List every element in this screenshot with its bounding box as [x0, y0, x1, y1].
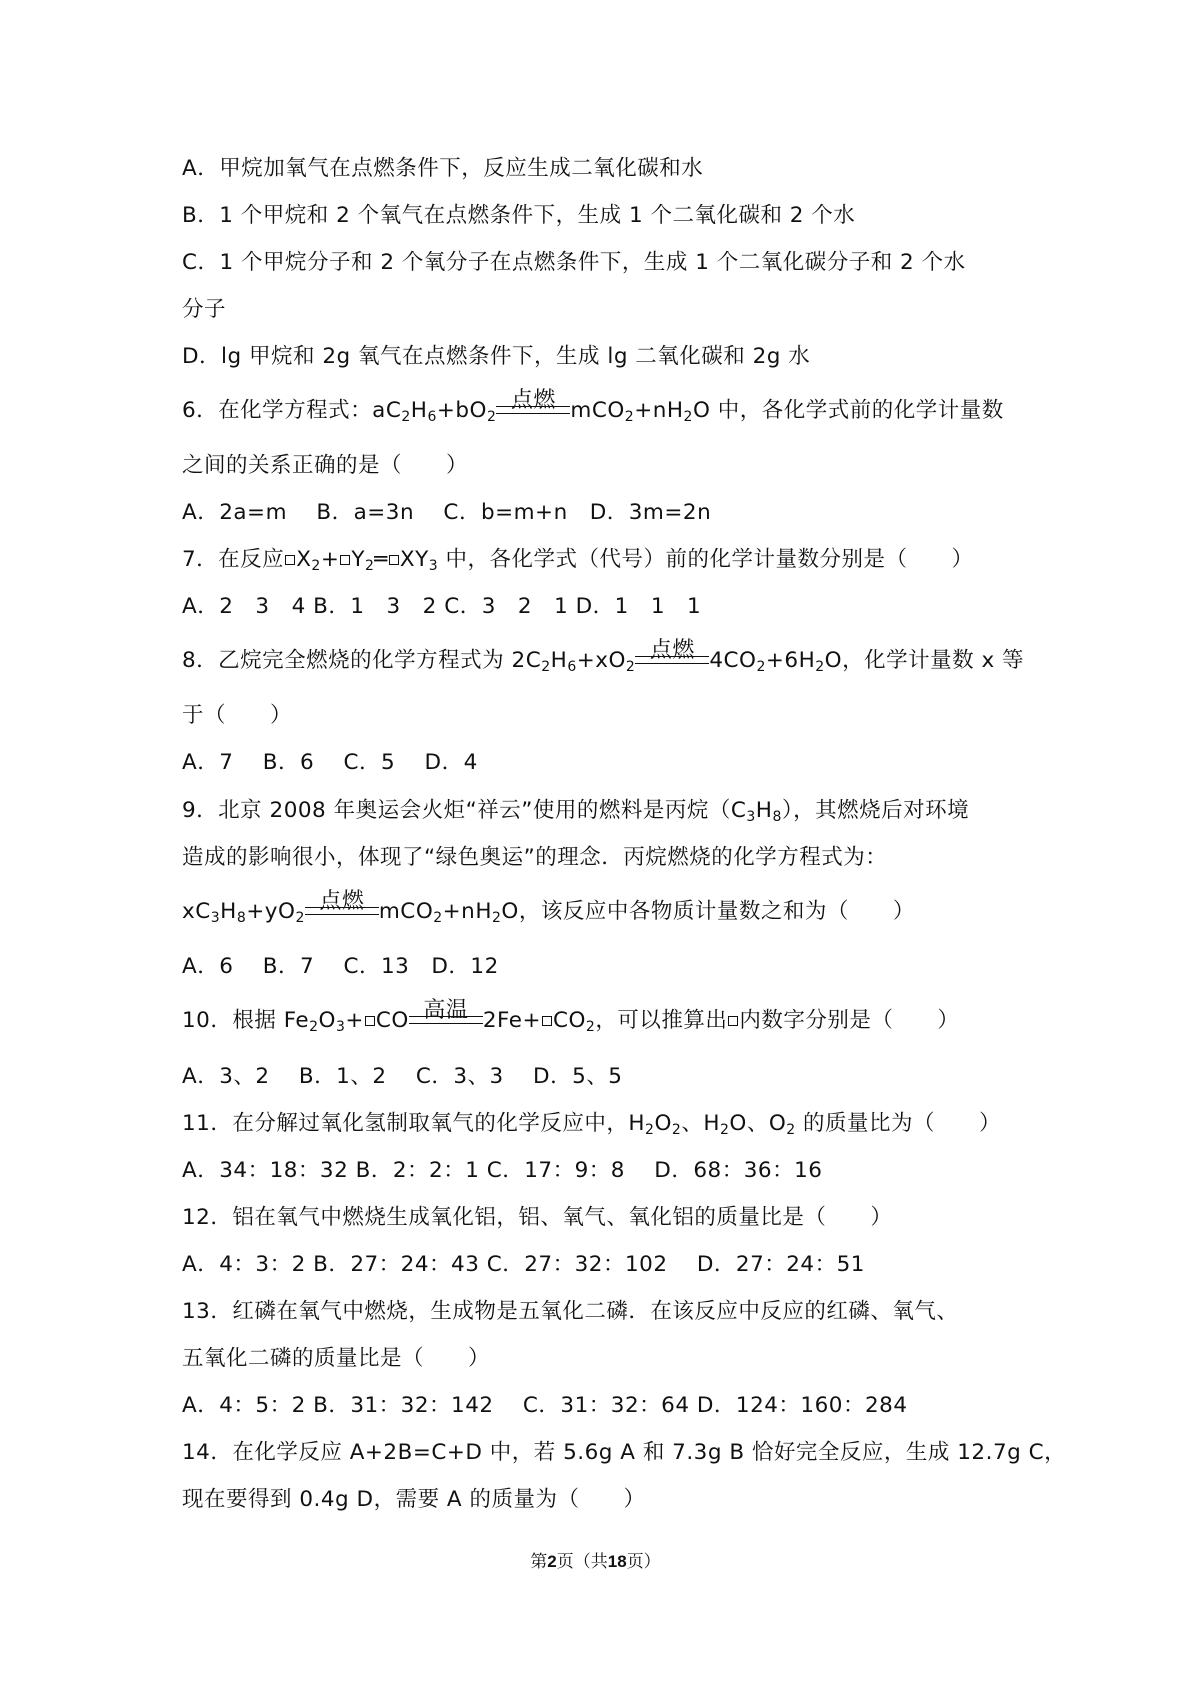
q6-text-start: 6．在化学方程式：aC	[182, 398, 402, 423]
options-12: A．4：3：2 B．27：24：43 C．27：32：102 D．27：24：51	[182, 1252, 865, 1277]
q9-equation-text: ，该反应中各物质计量数之和为（ ）	[518, 899, 915, 924]
option-5a: A．甲烷加氧气在点燃条件下，反应生成二氧化碳和水	[182, 156, 704, 181]
options-6: A．2a=m B．a=3n C．b=m+n D．3m=2n	[182, 500, 712, 525]
reaction-arrow	[305, 889, 379, 927]
question-11: 11．在分解过氧化氢制取氧气的化学反应中，$H_2O_2$、$H_2O$、$O_2$ 的质量比为（ ）	[182, 1111, 1002, 1138]
reaction-condition: 点燃	[510, 388, 556, 413]
options-13: A．4：5：2 B．31：32：142 C．31：32：64 D．124：160：284	[182, 1393, 908, 1418]
q8-text-start: 8．乙烷完全燃烧的化学方程式为 2C	[182, 648, 542, 673]
question-9: 9．北京 2008 年奥运会火炬“祥云”使用的燃料是丙烷$(C_3H_8)$，其燃烧后对环境	[182, 798, 970, 825]
q9-text-end: ），其燃烧后对环境	[781, 798, 970, 823]
q11-text-start: 11．在分解过氧化氢制取氧气的化学反应中，H	[182, 1111, 646, 1136]
options-11: A．34：18：32 B．2：2：1 C．17：9：8 D．68：36：16	[182, 1158, 823, 1183]
page-number: 2	[547, 1552, 557, 1571]
q7-text-start: 7．在反应	[182, 547, 285, 572]
page-footer	[0, 1547, 1191, 1572]
q10-text-start: 10．根据 Fe	[182, 1008, 310, 1033]
question-13: 13．红磷在氧气中燃烧，生成物是五氧化二磷．在该反应中反应的红磷、氧气、	[182, 1299, 959, 1324]
option-5b: B．1 个甲烷和 2 个氧气在点燃条件下，生成 1 个二氧化碳和 2 个水	[182, 203, 856, 228]
question-14: 14．在化学反应 A+2B=C+D 中，若 5.6g A 和 7.3g B 恰好完全反应，生成 12.7g C，	[182, 1440, 1067, 1465]
option-5c-cont: 分子	[182, 297, 227, 322]
q10-text-mid: ，可以推算出	[595, 1008, 728, 1033]
options-9: A．6 B．7 C．13 D．12	[182, 954, 499, 979]
q7-text-end: 中，各化学式（代号）前的化学计量数分别是（ ）	[445, 547, 974, 572]
question-6: 6．在化学方程式：$aC_2H_6+bO_2$ 点燃 $mCO_2+nH_2O$ 中，各化学式前的化学计量数	[182, 388, 1004, 425]
options-8: A．7 B．6 C．5 D．4	[182, 750, 478, 775]
total-pages: 18	[607, 1552, 627, 1571]
options-10: A．3、2 B．1、2 C．3、3 D．5、5	[182, 1064, 623, 1089]
footer-suffix: 页）	[626, 1552, 661, 1572]
q6-text-end: 中，各化学式前的化学计量数	[717, 398, 1004, 423]
reaction-arrow	[409, 998, 483, 1036]
question-8-cont: 于（ ）	[182, 703, 293, 728]
question-6-cont: 之间的关系正确的是（ ）	[182, 453, 469, 478]
question-9-cont: 造成的影响很小，体现了“绿色奥运”的理念．丙烷燃烧的化学方程式为：	[182, 845, 888, 870]
question-9-equation: $xC_3H_8+yO_2$ 点燃 $mCO_2+nH_2O$，该反应中各物质计量数之和为（ ）	[182, 889, 915, 926]
option-5c: C．1 个甲烷分子和 2 个氧分子在点燃条件下，生成 1 个二氧化碳分子和 2 个水	[182, 250, 966, 275]
q8-text-end: ，化学计量数 x 等	[842, 648, 1025, 673]
q11-text-end: 的质量比为（ ）	[803, 1111, 1002, 1136]
question-13-cont: 五氧化二磷的质量比是（ ）	[182, 1346, 491, 1371]
footer-prefix: 第	[530, 1552, 548, 1572]
reaction-condition: 点燃	[319, 889, 365, 914]
question-8: 8．乙烷完全燃烧的化学方程式为 $2C_2H_6+xO_2$ 点燃 $4CO_2+6H_2O$，化学计量数 x 等	[182, 638, 1025, 675]
question-7: 7．在反应 $X_2+$ $Y_2═$ $XY_3$ 中，各化学式（代号）前的化学计量数分别是（ ）	[182, 547, 974, 574]
reaction-arrow	[635, 638, 709, 676]
question-12: 12．铝在氧气中燃烧生成氧化铝，铝、氧气、氧化铝的质量比是（ ）	[182, 1205, 893, 1230]
footer-middle: 页（共	[556, 1552, 608, 1572]
q9-text-start: 9．北京 2008 年奥运会火炬“祥云”使用的燃料是丙烷（C	[182, 798, 747, 823]
question-10: 10．根据 $Fe_2O_3+$ CO 高温 $2Fe+ CO_2$，可以推算出 内数字分别是（ ）	[182, 998, 960, 1035]
options-7: A．2 3 4 B．1 3 2 C．3 2 1 D．1 1 1	[182, 594, 702, 619]
reaction-condition: 高温	[423, 998, 469, 1023]
option-5d: D．lg 甲烷和 2g 氧气在点燃条件下，生成 lg 二氧化碳和 2g 水	[182, 344, 811, 369]
reaction-arrow	[496, 388, 570, 426]
q10-text-end: 内数字分别是（ ）	[739, 1008, 960, 1033]
reaction-condition: 点燃	[649, 638, 695, 663]
question-14-cont: 现在要得到 0.4g D，需要 A 的质量为（ ）	[182, 1487, 646, 1512]
